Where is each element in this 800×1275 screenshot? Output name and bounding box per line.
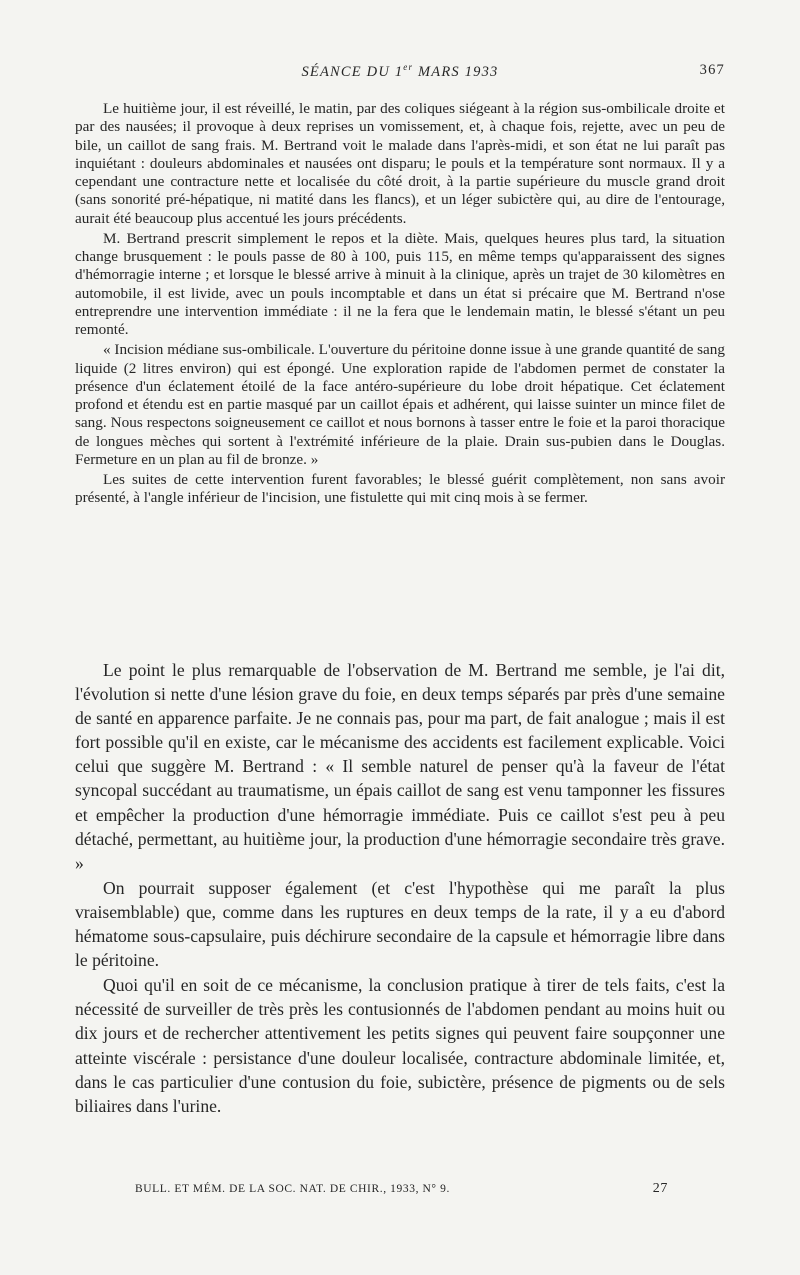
paragraph: Quoi qu'il en soit de ce mécanisme, la conclusion pratique à tirer de tels faits, c'est la nécessité de surveiller de très près les contusionnés de l'abdomen pendant au moins huit ou dix jours et de rechercher attentivement les petits signes qui peuvent faire soupçonner une atteinte viscérale : persistance d'une douleur localisée, contracture abdominale limitée, et, dans le cas particulier d'une contusion du foie, subictère, présence de pigments ou de sels biliaires dans l'urine. — [75, 975, 725, 1116]
paragraph: M. Bertrand prescrit simplement le repos et la diète. Mais, quelques heures plus tard, la situation change brusquement : le pouls passe de 80 à 100, puis 115, en même temps qu'apparaissent des signes d'hémorragie interne ; et lorsque le blessé arrive à minuit à la clinique, après un trajet de 30 kilomètres en automobile, il est livide, avec un pouls incomptable et dans un état si précaire que M. Bertrand n'ose entreprendre une intervention immédiate : il ne la fera que le lendemain matin, le blessé s'étant un peu remonté. — [75, 229, 725, 338]
paragraph: Les suites de cette intervention furent favorables; le blessé guérit complètement, non sans avoir présenté, à l'angle inférieur de l'incision, une fistulette qui mit cinq mois à se fermer. — [75, 471, 725, 507]
running-title — [75, 62, 725, 81]
paragraph: Le point le plus remarquable de l'observation de M. Bertrand me semble, je l'ai dit, l'évolution si nette d'une lésion grave du foie, en deux temps séparés par près d'une semaine de santé en apparence parfaite. Je ne connais pas, pour ma part, de fait analogue ; mais il est fort possible qu'il en existe, car le mécanisme des accidents est facilement explicable. Voici celui que suggère M. Bertrand : « Il semble naturel de penser qu'à la faveur de l'état syncopal succédant au traumatisme, un épais caillot de sang est venu tamponner les fissures et empêcher la production d'une hémorragie immédiate. Puis ce caillot s'est peu à peu détaché, permettant, au huitième jour, la production d'une hémorragie secondaire très grave. » — [75, 660, 725, 873]
running-title-superscript: er — [403, 62, 414, 72]
page-footer — [135, 1181, 668, 1201]
paragraph: Le huitième jour, il est réveillé, le matin, par des coliques siégeant à la région sus-ombilicale droite et par des nausées; il provoque à deux reprises un vomissement, et, à chaque fois, rejette, avec un peu de bile, un caillot de sang frais. M. Bertrand voit le malade dans l'après-midi, et son état ne lui paraît pas inquiétant : douleurs abdominales et nausées ont disparu; le pouls et la température sont normaux. Il y a cependant une contracture nette et localisée du côté droit, à la partie supérieure du muscle grand droit (sans sonorité pré-hépatique, ni matité dans les flancs), et un léger subictère qui, au dire de l'entourage, aurait été beaucoup plus accentué les jours précédents. — [75, 100, 725, 227]
running-header — [75, 62, 725, 84]
sheet-number: 27 — [652, 1181, 668, 1196]
page-number: 367 — [699, 62, 725, 78]
running-title-end: MARS 1933 — [413, 63, 499, 80]
paragraph: On pourrait supposer également (et c'est l'hypothèse qui me paraît la plus vraisemblable) que, comme dans les ruptures en deux temps de la rate, il y a eu d'abord hématome sous-capsulaire, puis déchirure secondaire de la capsule et hémorragie libre dans le péritoine. — [75, 877, 725, 971]
case-report-text — [75, 100, 725, 510]
paragraph: « Incision médiane sus-ombilicale. L'ouverture du péritoine donne issue à une grande quantité de sang liquide (2 litres environ) qui est épongé. Une exploration rapide de l'abdomen permet de constater la présence d'un éclatement étoilé de la face antéro-supérieure du lobe droit hépatique. Cet éclatement profond et étendu est en partie masqué par un caillot épais et adhérent, qui laisse suinter un mince filet de sang. Nous respectons soigneusement ce caillot et nous bornons à tasser entre le foie et la paroi thoracique de longues mèches qui sortent à l'extrémité inférieure de la plaie. Drain sus-pubien dans le Douglas. Fermeture en un plan au fil de bronze. » — [75, 341, 725, 468]
commentary-text — [75, 658, 725, 1119]
journal-reference: BULL. ET MÉM. DE LA SOC. NAT. DE CHIR., 1933, N° 9. — [135, 1183, 450, 1195]
running-title-start: SÉANCE DU 1 — [301, 63, 404, 80]
